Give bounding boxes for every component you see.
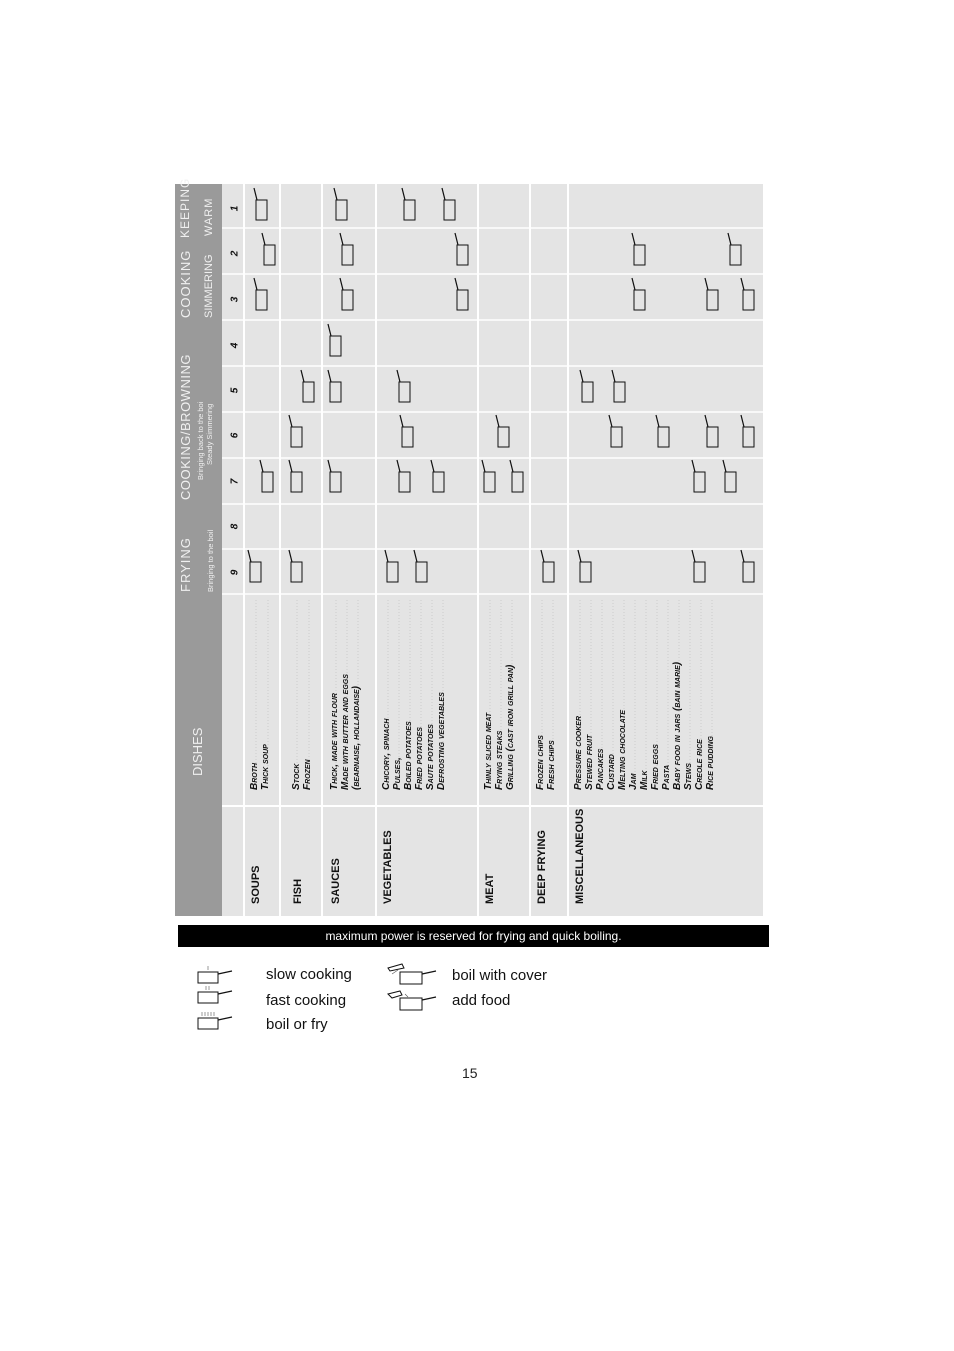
fast-cooking-icon [198, 986, 232, 1003]
dish-fried-eggs: Fried eggs [650, 744, 661, 790]
header-frying: FRYING [178, 537, 193, 592]
category-vegetables: VEGETABLES [382, 830, 394, 904]
dish-chicory: Chicory, spinach [381, 718, 392, 790]
level-4: 4 [229, 342, 241, 349]
level-6: 6 [229, 432, 241, 439]
level-1: 1 [229, 205, 241, 212]
header-dishes: DISHES [190, 727, 205, 776]
header-cb-sub2: Steady Simmering [205, 403, 214, 465]
category-fish: FISH [292, 878, 304, 904]
dish-rice-pudding: Rice pudding [705, 736, 716, 790]
legend-boil-with-cover: boil with cover [452, 967, 548, 984]
legend-boil-or-fry: boil or fry [266, 1016, 328, 1033]
level-2: 2 [229, 250, 241, 257]
dish-baby-food: Baby food in jars (bain marie) [672, 661, 683, 790]
header-cb-sub1: Bringing back to the boi [196, 401, 205, 480]
category-meat: MEAT [484, 873, 496, 904]
dish-melting-chocolate: Melting chocolate [617, 709, 628, 790]
dish-pulses: Pulses, [392, 757, 403, 790]
dish-pancakes: Pancakes [595, 748, 606, 790]
legend-fast-cooking: fast cooking [266, 992, 347, 1009]
level-8: 8 [229, 523, 241, 530]
header-cooking: COOKING [178, 249, 193, 318]
category-soups: SOUPS [250, 865, 262, 904]
dish-saute-potatoes: Saute potatoes [425, 724, 436, 790]
category-deep-frying: DEEP FRYING [536, 830, 548, 904]
boil-or-fry-icon [198, 1012, 232, 1029]
dish-fried-potatoes: Fried potatoes [414, 727, 425, 790]
header-frying-sub: Bringing to the boil [206, 529, 215, 592]
legend-slow-cooking: slow cooking [266, 966, 352, 983]
dish-jam: Jam [628, 773, 639, 790]
level-7: 7 [229, 478, 241, 485]
category-sauces: SAUCES [330, 858, 342, 904]
dish-stock: Stock [291, 763, 302, 790]
dish-frozen-chips: Frozen chips [535, 735, 546, 790]
header-warm: WARM [203, 197, 215, 236]
dish-pressure-cooker: Pressure cooker [573, 715, 584, 790]
dish-frozen: Frozen [302, 759, 313, 790]
header-simmering: SIMMERING [203, 254, 215, 318]
dish-grilling: Grilling (cast iron grill pan) [505, 664, 516, 790]
dish-stewed-fruit: Stewed fruit [584, 734, 595, 790]
header-cooking-browning: COOKING/BROWNING [178, 354, 193, 500]
dish-boiled-potatoes: Boiled potatoes [403, 721, 414, 790]
dish-thick-flour: Thick, made with flour [329, 693, 340, 790]
slow-cooking-icon [198, 966, 232, 983]
dish-thinly-sliced-meat: Thinly sliced meat [483, 712, 494, 790]
level-5: 5 [229, 387, 241, 394]
dish-defrosting-vegetables: Defrosting vegetables [436, 692, 447, 790]
add-food-icon [388, 991, 436, 1010]
dish-fresh-chips: Fresh chips [546, 740, 557, 790]
page-number: 15 [462, 1065, 478, 1081]
max-power-note: maximum power is reserved for frying and quick boiling. [178, 925, 769, 947]
level-9: 9 [229, 569, 241, 576]
dish-bearnaise: (bearnaise, hollandaise) [351, 686, 362, 790]
legend-add-food: add food [452, 992, 511, 1009]
dish-creole-rice: Creole rice [694, 739, 705, 790]
dish-pasta: Pasta [661, 764, 672, 790]
dish-stews: Stews [683, 763, 694, 790]
level-3: 3 [229, 296, 241, 303]
dish-custard: Custard [606, 754, 617, 790]
dish-frying-steaks: Frying steaks [494, 730, 505, 790]
dish-broth: Broth [249, 762, 260, 790]
header-keeping: KEEPING [178, 177, 192, 238]
dish-butter-eggs: Made with butter and eggs [340, 674, 351, 790]
boil-with-cover-icon [388, 964, 436, 984]
dish-thick-soup: Thick soup [260, 744, 271, 790]
dish-milk: Milk [639, 770, 650, 790]
category-miscellaneous: MISCELLANEOUS [574, 808, 586, 904]
